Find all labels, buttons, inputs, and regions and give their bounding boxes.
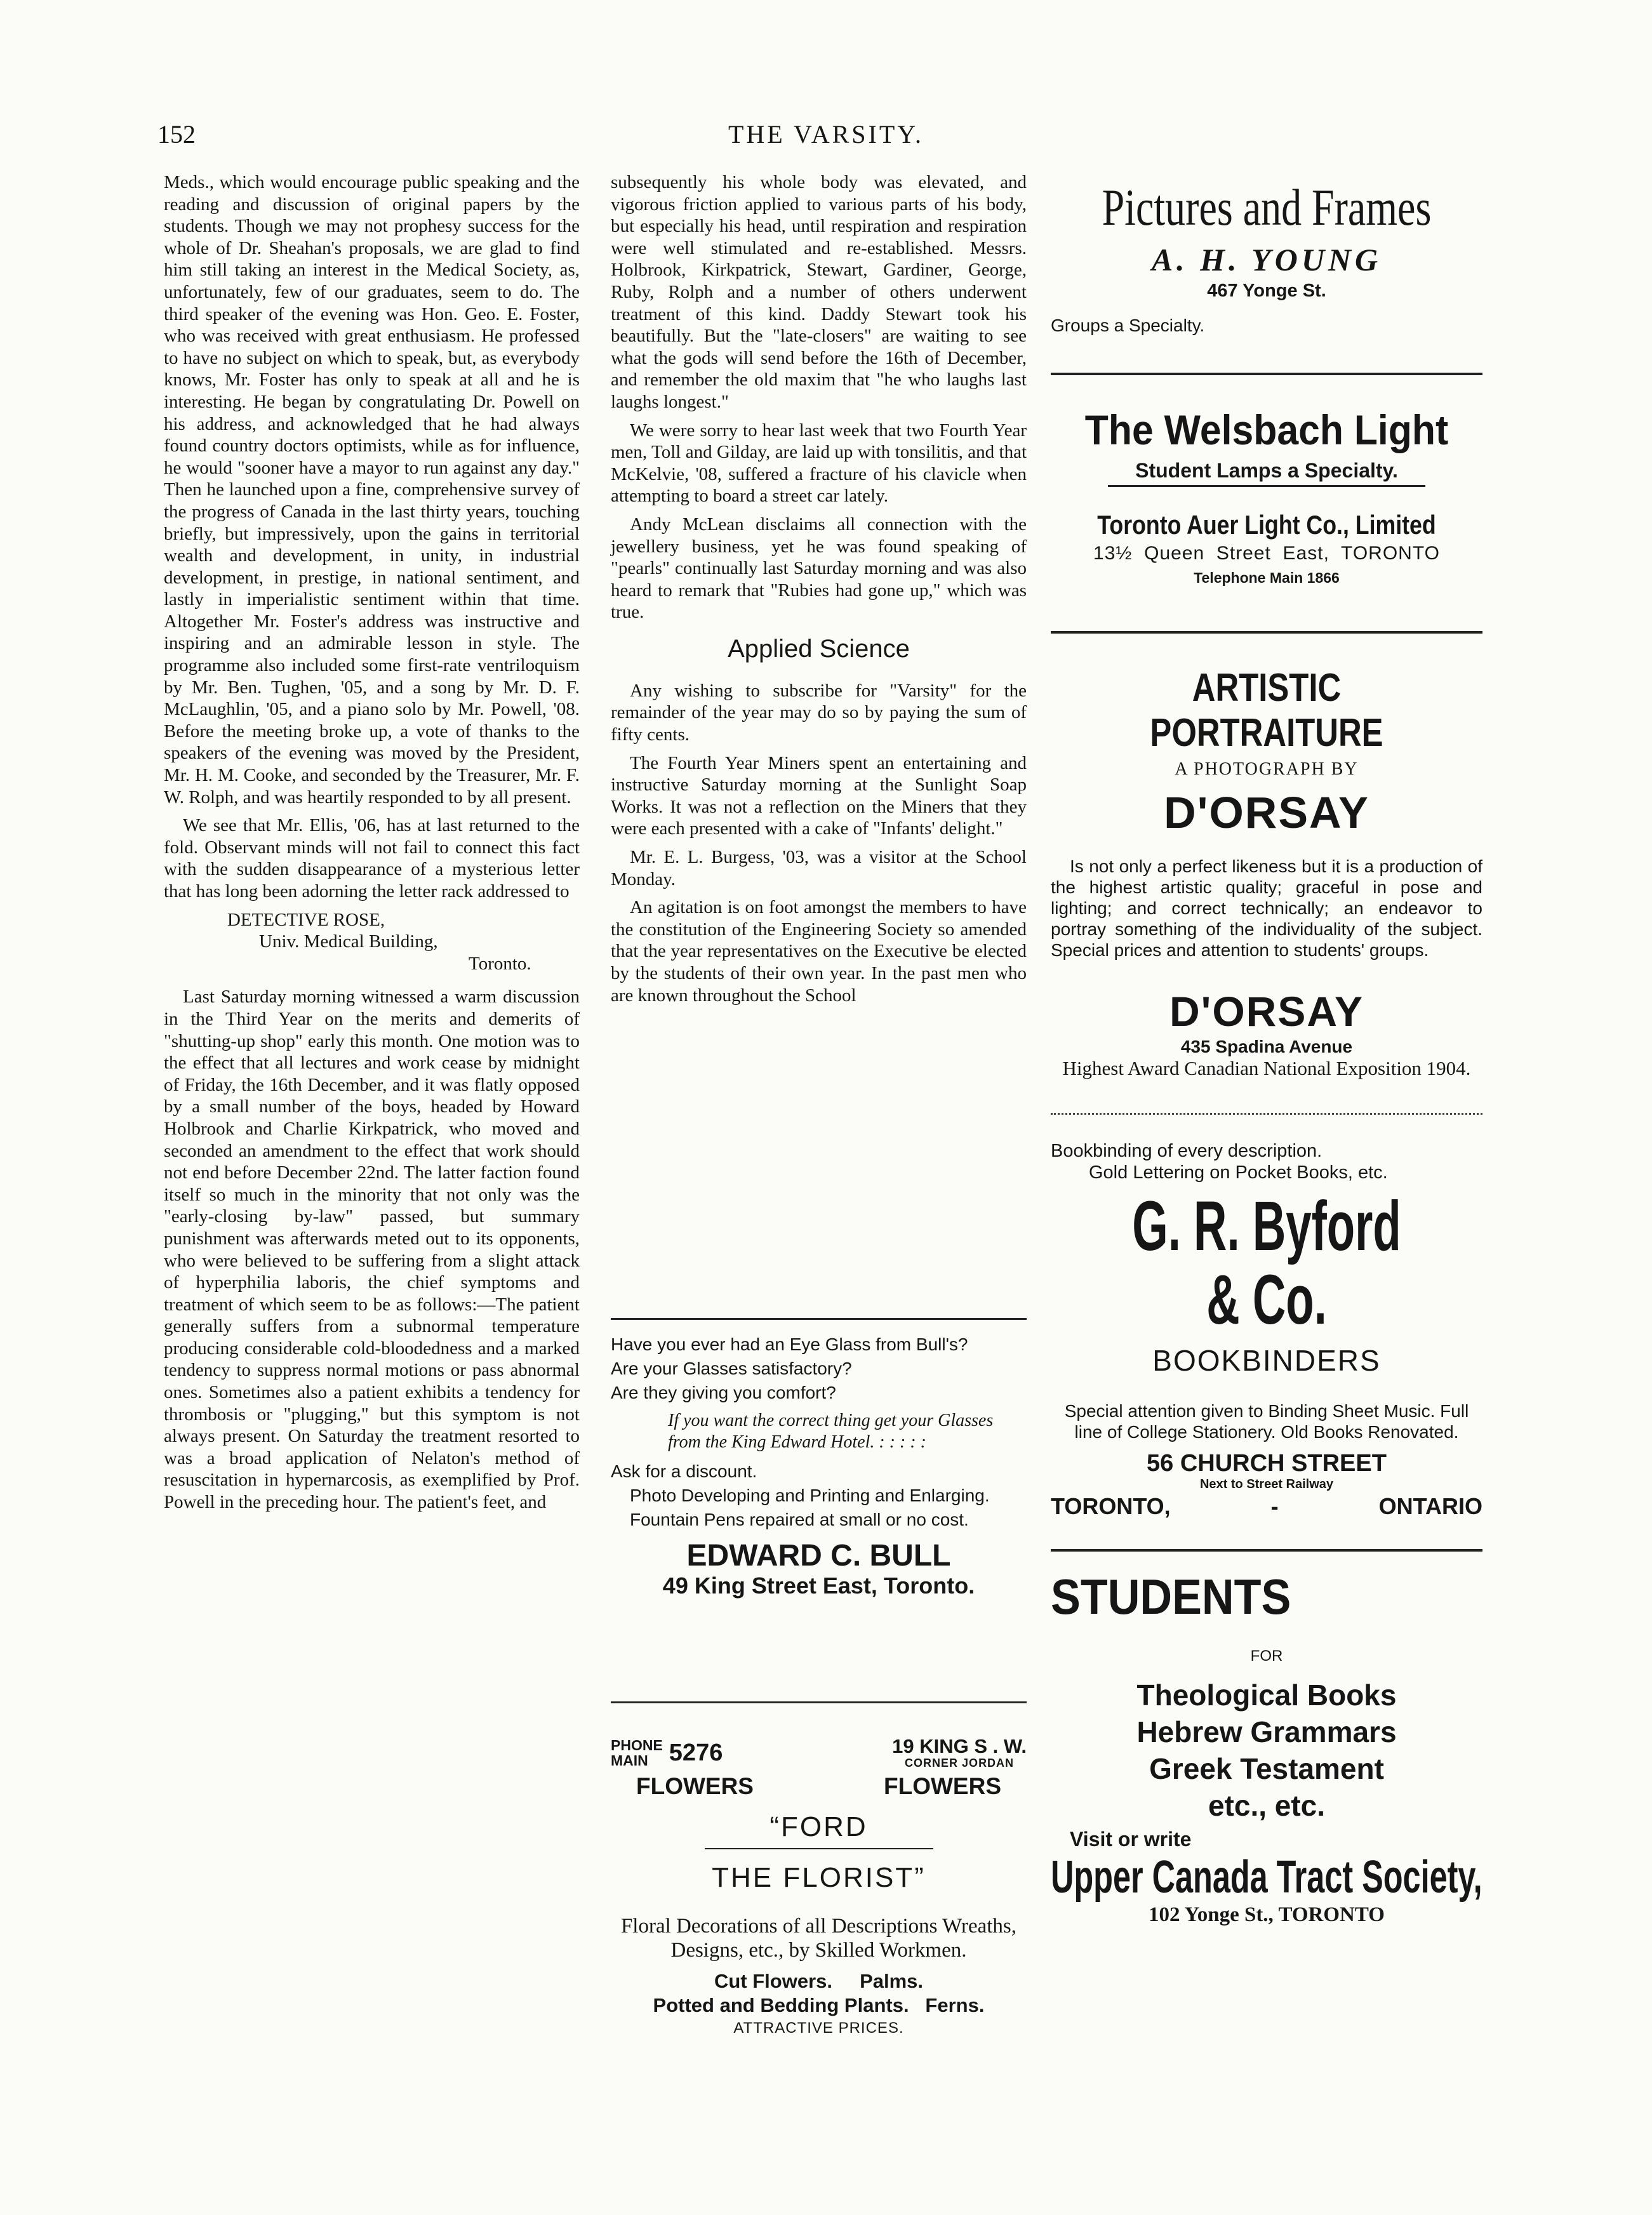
- ad-text: Are your Glasses satisfactory?: [611, 1359, 852, 1378]
- ad-text: Gold Lettering on Pocket Books, etc.: [1089, 1162, 1388, 1183]
- ad-company: Toronto Auer Light Co., Limited: [1097, 510, 1436, 540]
- ad-text: Bookbinding of every description.: [1051, 1141, 1322, 1161]
- ad-pictures-frames: [1051, 178, 1482, 336]
- book-item: Hebrew Grammars: [1136, 1715, 1397, 1748]
- paragraph: We see that Mr. Ellis, '06, has at last returned to the fold. Observant minds will not fail to connect this fact with the sudden disappearance of a mysterious letter that has long been adorning the letter rack addressed to: [164, 815, 580, 901]
- ad-text: Visit or write: [1070, 1828, 1192, 1851]
- phone-number: 5276: [669, 1739, 723, 1766]
- florist-name: THE FLORIST”: [712, 1862, 926, 1893]
- address-line: Toronto.: [469, 953, 531, 974]
- ad-text: Potted and Bedding Plants. Ferns.: [653, 1994, 985, 2016]
- ad-text: Highest Award Canadian National Exposition 1904.: [1062, 1057, 1471, 1079]
- ad-address: 467 Yonge St.: [1207, 281, 1326, 301]
- paragraph: Mr. E. L. Burgess, '03, was a visitor at the School Monday.: [611, 847, 1027, 889]
- ad-address: 49 King Street East, Toronto.: [662, 1573, 975, 1599]
- ad-text: Fountain Pens repaired at small or no cost.: [630, 1510, 969, 1529]
- ad-title: STUDENTS: [1051, 1569, 1291, 1625]
- divider: [1051, 631, 1482, 634]
- ad-dash: -: [1270, 1493, 1279, 1519]
- divider: [1051, 1549, 1482, 1552]
- flowers-label: FLOWERS: [636, 1773, 754, 1799]
- divider: [1051, 373, 1482, 375]
- book-item: Greek Testament: [1149, 1752, 1384, 1785]
- ad-text: Photo Developing and Printing and Enlarging.: [630, 1486, 990, 1505]
- phone-label: MAIN: [611, 1752, 648, 1769]
- ad-title: G. R. Byford & Co.: [1132, 1187, 1401, 1339]
- ad-text: Next to Street Railway: [1199, 1477, 1334, 1491]
- phone-labels: [611, 1738, 663, 1768]
- ad-name: D'ORSAY: [1169, 988, 1364, 1035]
- paragraph: subsequently his whole body was elevated, and vigorous friction applied to various parts of his body, but especially his head, until respiration and respiration were well stimulated and re-established. Messrs. Holbrook, Kirkpatrick, Stewart, Gardiner, George, Ruby, Rolph and a number of others underwent treatment of this kind. Daddy Stewart took his beautifully. But the "late-closers" are waiting to see what the gods will send before the 16th of December, and remember the old maxim that "he who laughs last laughs longest.": [611, 172, 1027, 412]
- ad-byford: [1051, 1140, 1482, 1520]
- paragraph: Andy McLean disclaims all connection with the jewellery business, yet he was found speaking of "pearls" continually last Saturday morning and was also heard to remark that "Rubies had gone up," which was true.: [611, 514, 1027, 623]
- ad-text: If you want the correct thing get your Glasses from the King Edward Hotel. : : : : :: [668, 1411, 994, 1452]
- ad-address: 435 Spadina Avenue: [1180, 1037, 1353, 1056]
- paragraph: We were sorry to hear last week that two Fourth Year men, Toll and Gilday, are laid up with tonsilitis, and that McKelvie, '08, suffered a fracture of his clavicle when attempting to board a street car lately.: [611, 420, 1027, 507]
- divider: [705, 1848, 933, 1849]
- ad-title: The Welsbach Light: [1084, 406, 1449, 453]
- letter-address: [164, 909, 580, 975]
- ad-province: ONTARIO: [1378, 1493, 1482, 1519]
- ad-city: TORONTO,: [1051, 1493, 1171, 1519]
- flowers-label: FLOWERS: [884, 1773, 1001, 1799]
- ford-phone-row: [611, 1736, 1027, 1769]
- ford-address: [892, 1736, 1027, 1769]
- ad-name: D'ORSAY: [1164, 788, 1369, 837]
- ford-phone: [611, 1736, 723, 1769]
- ford-street: 19 KING S . W.: [892, 1735, 1027, 1757]
- ad-book-list: [1051, 1677, 1482, 1824]
- ad-address: 13½ Queen Street East, TORONTO: [1093, 543, 1440, 564]
- ad-text: Groups a Specialty.: [1051, 316, 1205, 335]
- address-line: Univ. Medical Building,: [259, 931, 438, 952]
- article-body-middle-2: [611, 680, 1027, 1006]
- left-column: [164, 171, 580, 1520]
- ad-text: Floral Decorations of all Descriptions Wreaths, Designs, etc., by Skilled Workmen.: [620, 1915, 1017, 1962]
- ad-telephone: Telephone Main 1866: [1194, 569, 1340, 586]
- middle-column: [611, 171, 1027, 1013]
- ad-text: Ask for a discount.: [611, 1461, 757, 1481]
- ad-text: Have you ever had an Eye Glass from Bull's?: [611, 1334, 968, 1354]
- ad-title: ARTISTIC PORTRAITURE: [1150, 666, 1383, 755]
- ad-ford-florist: [611, 1701, 1027, 2037]
- ad-dorsay: [1051, 665, 1482, 1080]
- book-item: etc., etc.: [1208, 1789, 1326, 1822]
- page-title: THE VARSITY.: [728, 120, 924, 149]
- book-item: Theological Books: [1136, 1679, 1397, 1712]
- ad-welsbach-light: [1051, 406, 1482, 587]
- ford-name: “FORD: [769, 1811, 868, 1842]
- ad-address: 56 CHURCH STREET: [1147, 1450, 1387, 1477]
- phone-label: PHONE: [611, 1737, 663, 1753]
- right-column: [1051, 178, 1482, 1927]
- article-body-left: [164, 171, 580, 903]
- page-number: 152: [157, 120, 196, 149]
- ad-text: Special attention given to Binding Sheet Music. Full line of College Stationery. Old Books Renovated.: [1064, 1401, 1469, 1442]
- section-heading: Applied Science: [728, 634, 910, 663]
- address-line: DETECTIVE ROSE,: [227, 909, 385, 930]
- article-body-middle: [611, 171, 1027, 623]
- ad-edward-bull: [611, 1318, 1027, 1599]
- ad-subtitle: BOOKBINDERS: [1152, 1344, 1381, 1377]
- ad-subtitle: Student Lamps a Specialty.: [1135, 459, 1398, 482]
- ad-name: Upper Canada Tract Society,: [1051, 1852, 1482, 1903]
- ad-name: A. H. YOUNG: [1151, 242, 1382, 277]
- ad-text: FOR: [1250, 1647, 1283, 1665]
- ad-description: [1051, 856, 1482, 961]
- paragraph: Meds., which would encourage public speaking and the reading and discussion of original papers by the students. Though we may not prophesy success for the whole of Dr. Sheahan's proposals, we are glad to find him still taking an interest in the Medical Society, as, unfortunately, few of our graduates, seem to do. The third speaker of the evening was Hon. Geo. E. Foster, who was received with great enthusiasm. He professed to have no subject on which to speak, but, as everybody knows, Mr. Foster has only to speak at all and he is interesting. He began by congratulating Dr. Powell on his address, and acknowledged that he had always found country doctors optimists, while as for influence, he would "sooner have a mayor to run against any day." Then he launched upon a fine, comprehensive survey of the progress of Canada in the last thirty years, touching briefly, but impressively, upon the gains in territorial wealth and development, in unity, in industrial development, in prestige, in national sentiment, and lastly in imperialistic sentiment within that time. Altogether Mr. Foster's address was instructive and inspiring and an admirable lesson in style. The programme also included some first-rate ventriloquism by Mr. Ben. Tughen, '05, and a song by Mr. D. F. McLaughlin, '05, and a piano solo by Mr. Powell, '08. Before the meeting broke up, a vote of thanks to the speakers of the evening was moved by the President, Mr. H. M. Cooke, and seconded by the Treasurer, Mr. F. W. Rolph, and was heartily responded to by all present.: [164, 172, 580, 808]
- paragraph: The Fourth Year Miners spent an entertaining and instructive Saturday morning at the Sunlight Soap Works. It was not a reflection on the Miners that they were each presented with a cake of "Infants' delight.": [611, 752, 1027, 839]
- paragraph: Any wishing to subscribe for "Varsity" for the remainder of the year may do so by paying the sum of fifty cents.: [611, 680, 1027, 745]
- ad-students: [1051, 1568, 1482, 1927]
- flowers-row: [636, 1773, 1001, 1800]
- article-body-left-2: [164, 986, 580, 1513]
- ad-text: Cut Flowers. Palms.: [714, 1970, 924, 1992]
- divider: [611, 1701, 1027, 1703]
- divider: [1108, 485, 1425, 487]
- ad-city-row: [1051, 1493, 1482, 1520]
- divider: [1051, 1113, 1482, 1115]
- paragraph: Is not only a perfect likeness but it is a production of the highest artistic quality; graceful in pose and lighting; and correct technically; an endeavor to portray something of the individuality of the subject. Special prices and attention to students' groups.: [1051, 856, 1482, 960]
- divider: [611, 1318, 1027, 1320]
- ad-address: 102 Yonge St., TORONTO: [1149, 1903, 1385, 1926]
- paragraph: An agitation is on foot amongst the members to have the constitution of the Engineering Society so amended that the year representatives on the Executive be elected by the students of their own year. In the past men who are known throughout the School: [611, 897, 1027, 1006]
- paragraph: Last Saturday morning witnessed a warm discussion in the Third Year on the merits and demerits of "shutting-up shop" early this month. One motion was to the effect that all lectures and work cease by midnight of Friday, the 16th December, and it was flatly opposed by a small number of the boys, headed by Howard Holbrook and Charlie Kirkpatrick, who moved and seconded an amendment to the effect that work should not end before December 22nd. The latter faction found itself so much in the minority that not only was the "early-closing by-law" passed, but summary punishment was afterwards meted out to its opponents, who were believed to be suffering from a slight attack of hyperphilia laboris, the chief symptoms and treatment of which seem to be as follows:—The patient generally suffers from a subnormal temperature producing considerable cold-bloodedness and a marked tendency to suppress normal motions or pass abnormal ones. Sometimes also a patient exhibits a tendency for thrombosis or "plugging," but this symptom is not always present. On Saturday the treatment resorted to was a broad application of Nelaton's method of resuscitation in hypernarcosis, as exemplified by Prof. Powell in the preceding hour. The patient's feet, and: [164, 987, 580, 1513]
- ad-name: EDWARD C. BULL: [686, 1539, 951, 1573]
- ad-text: ATTRACTIVE PRICES.: [733, 2019, 904, 2037]
- ford-corner: CORNER JORDAN: [905, 1757, 1015, 1769]
- ad-text: A PHOTOGRAPH BY: [1175, 759, 1359, 779]
- ad-title: Pictures and Frames: [1102, 178, 1432, 236]
- ad-text: Are they giving you comfort?: [611, 1383, 836, 1402]
